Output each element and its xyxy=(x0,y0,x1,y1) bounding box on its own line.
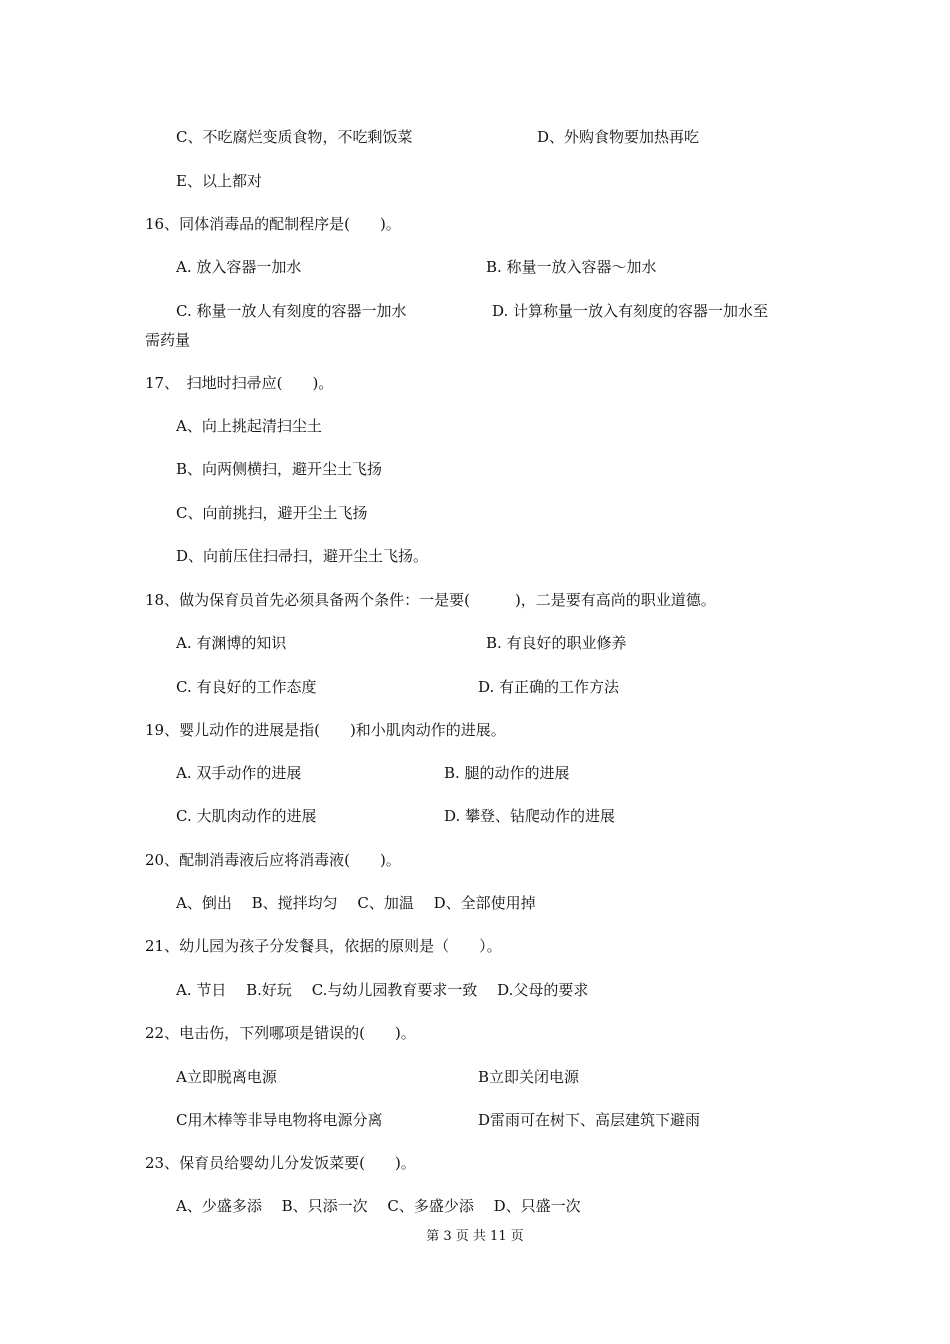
q18-option-b: B. 有良好的职业修养 xyxy=(486,634,627,652)
q17-option-a: A、向上挑起清扫尘土 xyxy=(176,417,322,435)
q22-stem: 22、电击伤，下列哪项是错误的( )。 xyxy=(145,1024,416,1042)
q19-stem: 19、婴儿动作的进展是指( )和小肌肉动作的进展。 xyxy=(145,721,506,739)
q18-stem: 18、做为保育员首先必须具备两个条件：一是要( )，二是要有高尚的职业道德。 xyxy=(145,591,716,609)
q22-option-b: B立即关闭电源 xyxy=(478,1068,580,1086)
q21-options: A. 节日 B.好玩 C.与幼儿园教育要求一致 D.父母的要求 xyxy=(176,981,589,999)
q23-options: A、少盛多添 B、只添一次 C、多盛少添 D、只盛一次 xyxy=(176,1197,581,1215)
q20-options: A、倒出 B、搅拌均匀 C、加温 D、全部使用掉 xyxy=(176,894,536,912)
q19-option-d: D. 攀登、钻爬动作的进展 xyxy=(444,807,616,825)
q16-option-b: B. 称量一放入容器～加水 xyxy=(486,258,657,276)
q23-stem: 23、保育员给婴幼儿分发饭菜要( )。 xyxy=(145,1154,416,1172)
q15-option-e: E、以上都对 xyxy=(176,172,262,190)
q19-option-b: B. 腿的动作的进展 xyxy=(444,764,570,782)
q17-stem: 17、 扫地时扫帚应( )。 xyxy=(145,374,334,392)
q18-option-c: C. 有良好的工作态度 xyxy=(176,678,317,696)
q16-option-a: A. 放入容器一加水 xyxy=(176,258,302,276)
q19-option-a: A. 双手动作的进展 xyxy=(176,764,302,782)
q20-stem: 20、配制消毒液后应将消毒液( )。 xyxy=(145,851,401,869)
q16-stem: 16、同体消毒品的配制程序是( )。 xyxy=(145,215,401,233)
q18-option-d: D. 有正确的工作方法 xyxy=(478,678,620,696)
q17-option-c: C、向前挑扫，避开尘土飞扬 xyxy=(176,504,368,522)
q17-option-d: D、向前压住扫帚扫，避开尘土飞扬。 xyxy=(176,547,429,565)
q16-option-d-continued: 需药量 xyxy=(145,331,191,349)
q19-option-c: C. 大肌肉动作的进展 xyxy=(176,807,317,825)
q22-option-a: A立即脱离电源 xyxy=(176,1068,277,1086)
q15-option-d: D、外购食物要加热再吃 xyxy=(537,128,700,146)
q18-option-a: A. 有渊博的知识 xyxy=(176,634,287,652)
q17-option-b: B、向两侧横扫，避开尘土飞扬 xyxy=(176,460,383,478)
q22-option-c: C用木棒等非导电物将电源分离 xyxy=(176,1111,383,1129)
q16-option-c: C. 称量一放人有刻度的容器一加水 xyxy=(176,302,407,320)
q15-option-c: C、不吃腐烂变质食物，不吃剩饭菜 xyxy=(176,128,413,146)
q22-option-d: D雷雨可在树下、高层建筑下避雨 xyxy=(478,1111,701,1129)
q16-option-d: D. 计算称量一放入有刻度的容器一加水至 xyxy=(492,302,769,320)
page-number-footer: 第 3 页 共 11 页 xyxy=(426,1229,524,1244)
q21-stem: 21、幼儿园为孩子分发餐具，依据的原则是（ ）。 xyxy=(145,937,502,955)
